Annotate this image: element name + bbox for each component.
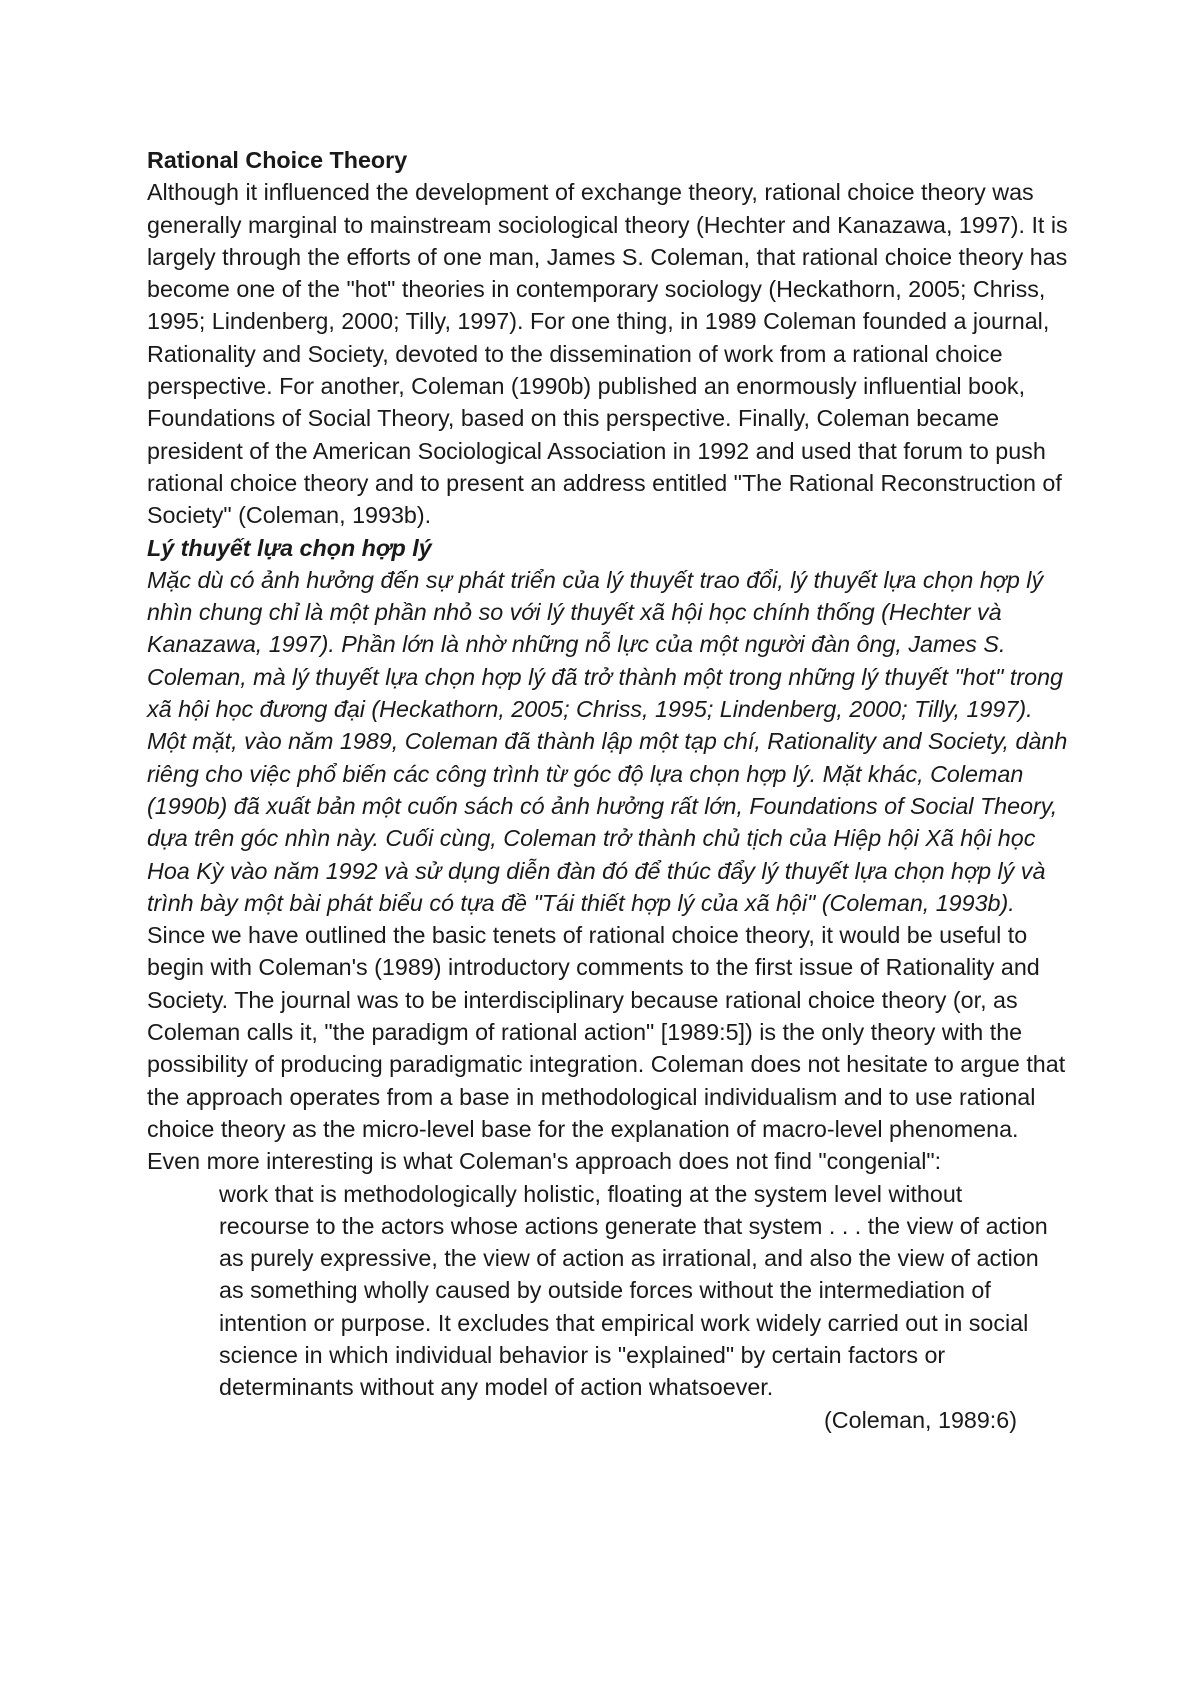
block-quote: work that is methodologically holistic, floating at the system level without recourse to the actors whose actions generate that system . . . the view of action as purely expressive, the view of action as irrational, and also the view of action as something wholly caused by outside forces without the intermediation of intention or purpose. It excludes that empirical work widely carried out in social science in which individual behavior is "explained" by certain factors or determinants without any model of action whatsoever. [219, 1180, 1048, 1401]
intro-paragraph-en: Although it influenced the development of exchange theory, rational choice theory was generally marginal to mainstream sociological theory (Hechter and Kanazawa, 1997). It is largely through the efforts of one man, James S. Coleman, that rational choice theory has become one of the "hot" theories in contemporary sociology (Heckathorn, 2005; Chriss, 1995; Lindenberg, 2000; Tilly, 1997). For one thing, in 1989 Coleman founded a journal, Rationality and Society, devoted to the dissemination of work from a rational choice perspective. For another, Coleman (1990b) published an enormously influential book, Foundations of Social Theory, based on this perspective. Finally, Coleman became president of the American Sociological Association in 1992 and used that forum to push rational choice theory and to present an address entitled "The Rational Reconstruction of Society" (Coleman, 1993b). [147, 179, 1068, 529]
intro-paragraph-vi: Mặc dù có ảnh hưởng đến sự phát triển của lý thuyết trao đổi, lý thuyết lựa chọn hợp lý nhìn chung chỉ là một phần nhỏ so với lý thuyết xã hội học chính thống (Hechter và Kanazawa, 1997). Phần lớn là nhờ những nỗ lực của một người đàn ông, James S. Coleman, mà lý thuyết lựa chọn hợp lý đã trở thành một trong những lý thuyết "hot" trong xã hội học đương đại (Heckathorn, 2005; Chriss, 1995; Lindenberg, 2000; Tilly, 1997). Một mặt, vào năm 1989, Coleman đã thành lập một tạp chí, Rationality and Society, dành riêng cho việc phổ biến các công trình từ góc độ lựa chọn hợp lý. Mặt khác, Coleman (1990b) đã xuất bản một cuốn sách có ảnh hưởng rất lớn, Foundations of Social Theory, dựa trên góc nhìn này. Cuối cùng, Coleman trở thành chủ tịch của Hiệp hội Xã hội học Hoa Kỳ vào năm 1992 và sử dụng diễn đàn đó để thúc đẩy lý thuyết lựa chọn hợp lý và trình bày một bài phát biểu có tựa đề "Tái thiết hợp lý của xã hội" (Coleman, 1993b). [147, 566, 1068, 916]
body-paragraph-en: Since we have outlined the basic tenets of rational choice theory, it would be useful to begin with Coleman's (1989) introductory comments to the first issue of Rationality and Society. The journal was to be interdisciplinary because rational choice theory (or, as Coleman calls it, "the paradigm of rational action" [1989:5]) is the only theory with the possibility of producing paradigmatic integration. Coleman does not hesitate to argue that the approach operates from a base in methodological individualism and to use rational choice theory as the micro-level base for the explanation of macro-level phenomena. Even more interesting is what Coleman's approach does not find "congenial": [147, 922, 1066, 1175]
document-body [147, 144, 1077, 1436]
quote-citation: (Coleman, 1989:6) [824, 1406, 1017, 1433]
section-heading-en: Rational Choice Theory [147, 147, 408, 173]
section-heading-vi: Lý thuyết lựa chọn hợp lý [147, 534, 432, 561]
